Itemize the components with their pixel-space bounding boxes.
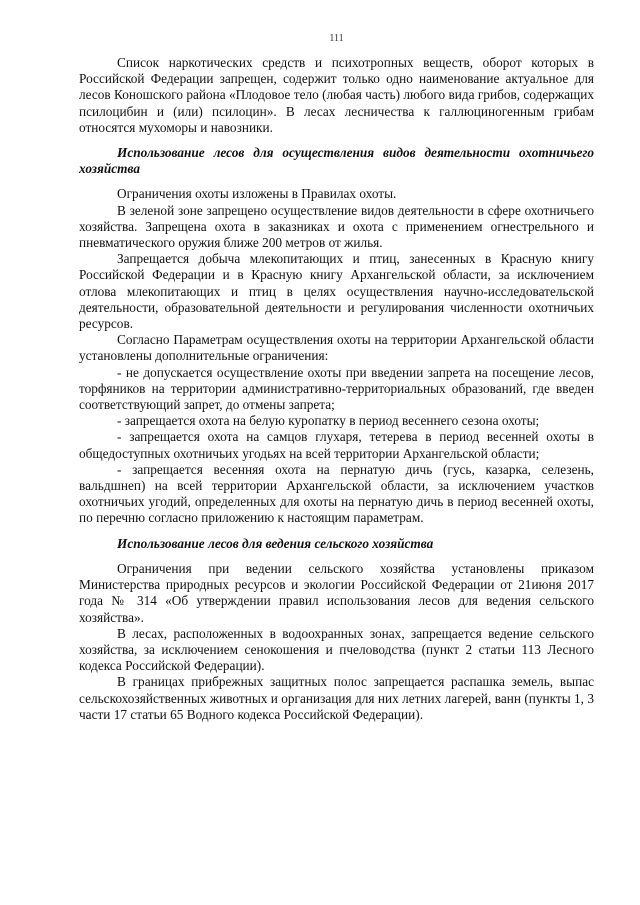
hunting-restriction-1: - не допускается осуществление охоты при введении запрета на посещение лесов, торфяников на территории административно-территориальных образований, где введен соответствующий запрет, до отмены запрета; [79,364,594,413]
hunting-restriction-2: - запрещается охота на белую куропатку в период весеннего сезона охоты; [117,413,540,429]
hunting-paragraph-3: Запрещается добыча млекопитающих и птиц, занесенных в Красную книгу Российской Федерации и в Красную книгу Архангельской области, за исключением отлова млекопитающих и птиц в целях осуществления научно-исследовательской деятельности, образовательной деятельности и регулирования численности охотничьих ресурсов. [79,251,594,332]
hunting-paragraph-4: Согласно Параметрам осуществления охоты на территории Архангельской области установлены дополнительные ограничения: [79,332,594,364]
page-number: 111 [329,33,344,44]
hunting-paragraph-2: В зеленой зоне запрещено осуществление видов деятельности в сфере охотничьего хозяйства. Запрещена охота в заказниках и охота с применением огнестрельного и пневматического оружия ближе 200 метров от жилья. [79,202,594,251]
section-heading-hunting: Использование лесов для осуществления видов деятельности охотничьего хозяйства [79,145,594,177]
agriculture-paragraph-1: Ограничения при ведении сельского хозяйства установлены приказом Министерства природных ресурсов и экологии Российской Федерации от 21июня 2017 года № 314 «Об утверждении правил использования лесов для ведения сельского хозяйства». [79,560,594,625]
agriculture-paragraph-3: В границах прибрежных защитных полос запрещается распашка земель, выпас сельскохозяйственных животных и организация для них летних лагерей, ванн (пункты 1, 3 части 17 статьи 65 Водного кодекса Российской Федерации). [79,674,594,722]
hunting-restriction-4: - запрещается весенняя охота на пернатую дичь (гусь, казарка, селезень, вальдшнеп) на всей территории Архангельской области, за исключением участков охотничьих угодий, определенных для охоты на пернатую дичь в период весенней охоты, по перечню согласно приложению к настоящим параметрам. [79,461,594,526]
hunting-paragraph-1: Ограничения охоты изложены в Правилах охоты. [117,186,397,202]
section-heading-agriculture: Использование лесов для ведения сельского хозяйства [117,535,434,551]
agriculture-paragraph-2: В лесах, расположенных в водоохранных зонах, запрещается ведение сельского хозяйства, за исключением сенокошения и пчеловодства (пункт 2 статьи 113 Лесного кодекса Российской Федерации). [79,625,594,674]
hunting-restriction-3: - запрещается охота на самцов глухаря, тетерева в период весенней охоты в общедоступных охотничьих угодьях на всей территории Архангельской области; [79,429,594,461]
intro-paragraph: Список наркотических средств и психотропных веществ, оборот которых в Российской Федерации запрещен, содержит только одно наименование актуальное для лесов Коношского района «Плодовое тело (любая часть) любого вида грибов, содержащих псилоцибин и (или) псилоцин». В лесах лесничества к галлюциногенным грибам относятся мухоморы и навозники. [79,55,594,135]
